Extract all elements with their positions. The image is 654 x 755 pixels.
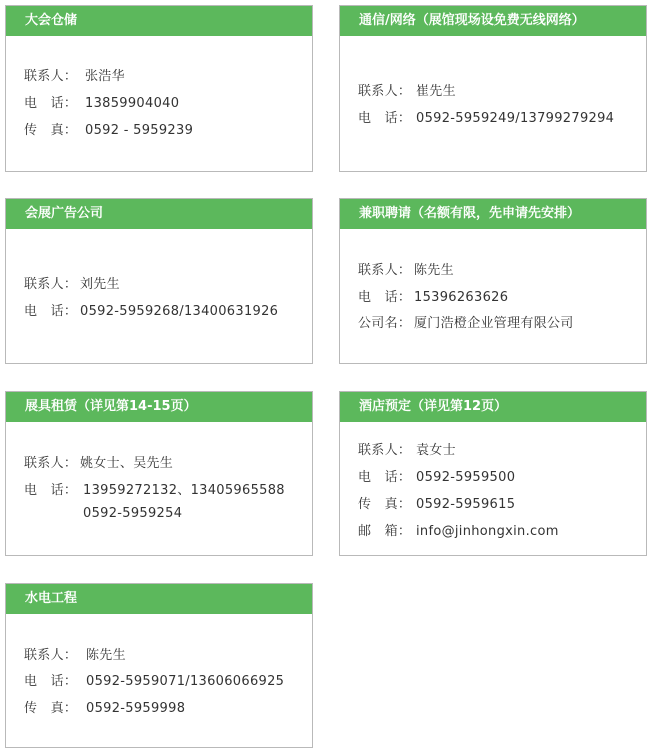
card-warehouse [5,5,313,172]
company-label: 公司名： [358,316,412,331]
contact-value: 张浩华 [85,69,125,84]
phone-value: 15396263626 [414,290,509,305]
fax-row [358,493,515,512]
card-advertising [5,198,313,364]
contact-value: 姚女士、吴先生 [80,456,174,471]
phone-value: 13859904040 [85,96,180,111]
contact-value: 陈先生 [414,263,454,278]
contact-label: 联系人： [358,443,412,458]
contact-value: 袁女士 [416,443,456,458]
phone-value: 0592-5959071/13606066925 [86,674,285,689]
fax-label: 传 真： [24,701,78,716]
card-network [339,5,647,172]
phone-value: 0592-5959268/13400631926 [80,304,279,319]
card-title: 兼职聘请（名额有限，先申请先安排） [340,199,646,229]
phone-row [24,92,179,111]
contact-label: 联系人： [24,648,78,663]
contact-label: 联系人： [24,277,78,292]
fax-row [24,119,193,138]
contact-row [358,439,456,458]
card-parttime [339,198,647,364]
card-title: 水电工程 [6,584,312,614]
fax-label: 传 真： [358,497,412,512]
phone-row [358,466,515,485]
card-title: 大会仓储 [6,6,312,36]
contact-row [358,259,454,278]
contact-row [358,80,456,99]
phone-value-2: 0592-5959254 [83,506,183,521]
phone-row [358,107,614,126]
phone-label: 电 话： [358,111,412,126]
contact-label: 联系人： [358,84,412,99]
phone-value: 13959272132、13405965588 [83,483,285,498]
email-row [358,520,559,539]
phone-row [24,479,285,498]
phone-label: 电 话： [358,470,412,485]
phone-row [358,286,508,305]
contact-value: 刘先生 [80,277,120,292]
contact-row [24,65,125,84]
card-title: 通信/网络（展馆现场设免费无线网络） [340,6,646,36]
phone-row [24,300,278,319]
card-title: 酒店预定（详见第12页） [340,392,646,422]
email-label: 邮 箱： [358,524,412,539]
company-row [358,312,574,331]
phone-label: 电 话： [24,483,78,498]
fax-label: 传 真： [24,123,78,138]
fax-value: 0592-5959615 [416,497,516,512]
phone-value: 0592-5959500 [416,470,516,485]
contact-row [24,644,126,663]
fax-row [24,697,185,716]
card-title: 会展广告公司 [6,199,312,229]
contact-row [24,452,173,471]
fax-value: 0592 - 5959239 [85,123,194,138]
card-booth-rental [5,391,313,556]
card-title: 展具租赁（详见第14-15页） [6,392,312,422]
card-hotel [339,391,647,556]
contact-label: 联系人： [358,263,412,278]
phone-label: 电 话： [24,96,78,111]
phone-value: 0592-5959249/13799279294 [416,111,615,126]
contact-label: 联系人： [24,456,78,471]
phone-row [24,670,284,689]
card-utilities [5,583,313,748]
phone-label: 电 话： [358,290,412,305]
contact-value: 崔先生 [416,84,456,99]
contact-label: 联系人： [24,69,78,84]
contact-row [24,273,120,292]
phone-label: 电 话： [24,674,78,689]
company-value: 厦门浩橙企业管理有限公司 [414,316,574,331]
contact-value: 陈先生 [86,648,126,663]
fax-value: 0592-5959998 [86,701,186,716]
phone-row-2 [24,506,182,521]
phone-label: 电 话： [24,304,78,319]
email-value: info@jinhongxin.com [416,524,559,539]
